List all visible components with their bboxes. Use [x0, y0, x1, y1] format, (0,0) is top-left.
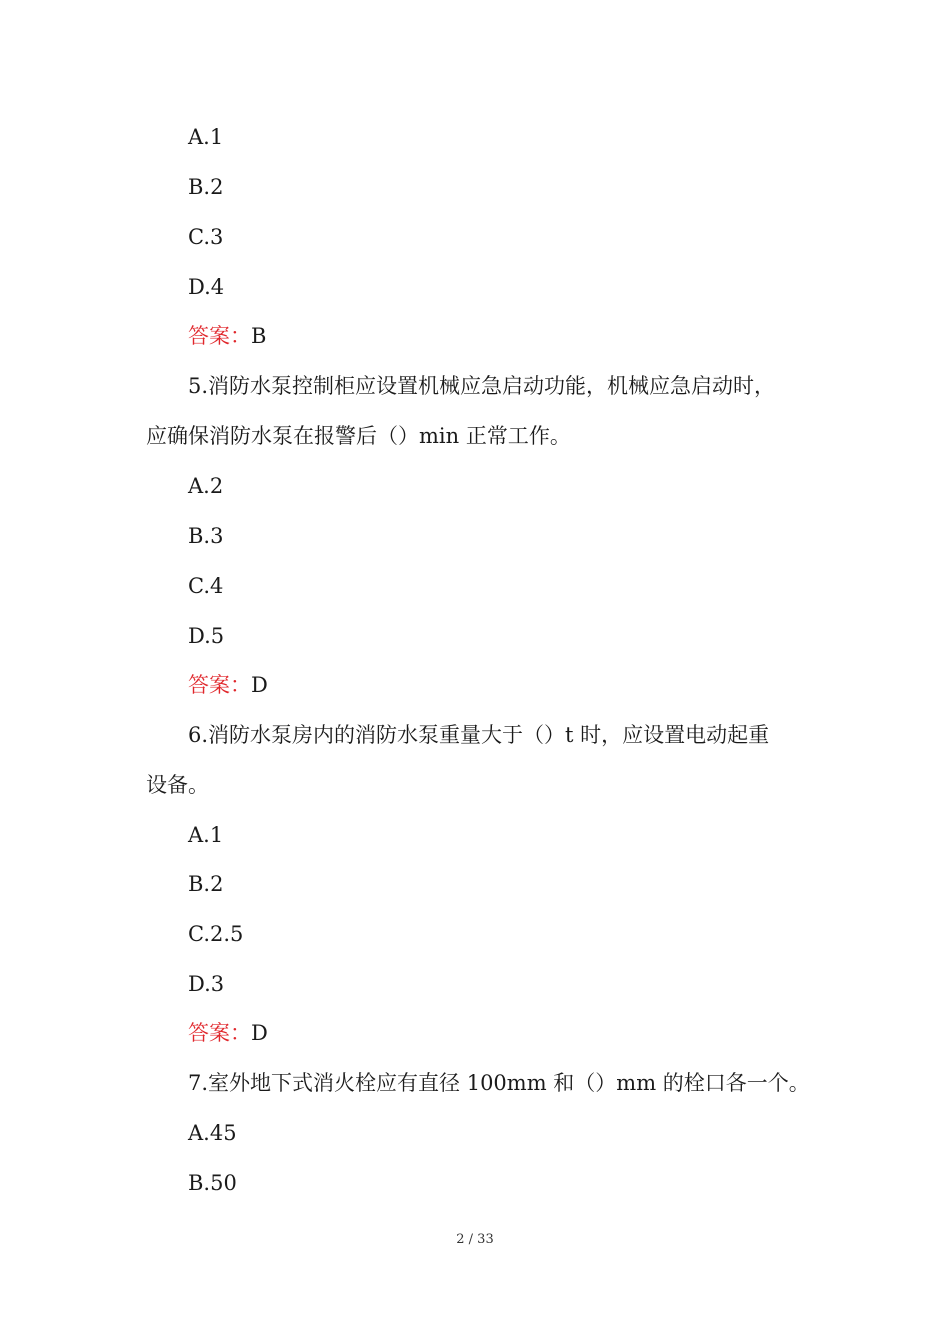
question-7-text: 7.室外地下式消火栓应有直径 100mm 和（）mm 的栓口各一个。	[188, 1071, 810, 1095]
q7-option-a: A.45	[188, 1121, 237, 1145]
option-c: C.3	[188, 225, 224, 249]
q7-option-b: B.50	[188, 1171, 237, 1195]
q5-option-b: B.3	[188, 524, 224, 548]
question-6-text: 6.消防水泵房内的消防水泵重量大于（）t 时，应设置电动起重	[188, 723, 770, 747]
answer-line	[188, 321, 868, 351]
option-b: B.2	[188, 175, 224, 199]
q5-option-a: A.2	[188, 474, 224, 498]
page-number: 2 / 33	[456, 1232, 494, 1247]
answer-label: 答案：	[188, 324, 251, 348]
answer-value: D	[251, 673, 268, 697]
q6-option-d: D.3	[188, 972, 225, 996]
answer-value: B	[251, 324, 267, 348]
option-d: D.4	[188, 275, 225, 299]
question-5-text-cont: 应确保消防水泵在报警后（）min 正常工作。	[146, 424, 571, 448]
q6-option-c: C.2.5	[188, 922, 244, 946]
q6-option-a: A.1	[188, 823, 224, 847]
answer-value: D	[251, 1021, 268, 1045]
answer-label: 答案：	[188, 673, 251, 697]
question-6-text-cont: 设备。	[146, 773, 209, 797]
q5-option-d: D.5	[188, 624, 225, 648]
q5-option-c: C.4	[188, 574, 224, 598]
question-5-text: 5.消防水泵控制柜应设置机械应急启动功能，机械应急启动时，	[188, 374, 776, 398]
answer-label: 答案：	[188, 1021, 251, 1045]
q6-option-b: B.2	[188, 872, 224, 896]
q5-answer-line	[188, 670, 868, 700]
q6-answer-line	[188, 1018, 868, 1048]
option-a: A.1	[188, 125, 224, 149]
